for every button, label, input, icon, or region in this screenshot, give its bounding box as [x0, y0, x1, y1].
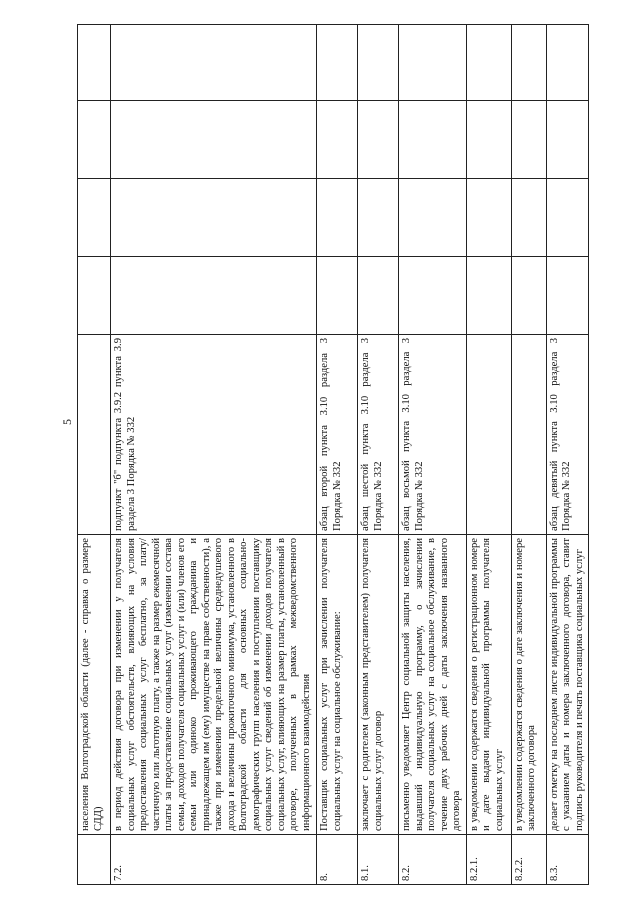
table-row: [466, 25, 511, 885]
answer-cell: [511, 179, 546, 257]
row-description: заключает с родителем (законным представителем) получателя социальных услуг договор: [358, 535, 399, 835]
answer-cell: [399, 25, 467, 101]
answer-cell: [111, 179, 317, 257]
row-legal-basis: [78, 335, 111, 535]
answer-cell: [546, 101, 589, 179]
row-number: 8.1.: [358, 835, 399, 885]
answer-cell: [78, 25, 111, 101]
row-description: делает отметку на последнем листе индивидуальной программы с указанием даты и номера заключенного договора, ставит подпись руководителя и печать поставщика социальных услуг: [546, 535, 589, 835]
answer-cell: [358, 179, 399, 257]
answer-cell: [78, 179, 111, 257]
row-description: письменно уведомляет Центр социальной защиты населения, выдавший индивидуальную программу, о зачислении получателя социальных услуг на социальное обслуживание, в течение двух рабочих дней с даты заключения названного договора: [399, 535, 467, 835]
answer-cell: [546, 179, 589, 257]
row-legal-basis: абзац шестой пункта 3.10 раздела 3 Порядка № 332: [358, 335, 399, 535]
table-row: [511, 25, 546, 885]
table-row: [111, 25, 317, 885]
row-number: 8.3.: [546, 835, 589, 885]
answer-cell: [511, 25, 546, 101]
answer-cell: [466, 257, 511, 335]
row-number: 8.2.1.: [466, 835, 511, 885]
row-legal-basis: подпункт "б" подпункта 3.9.2 пункта 3.9 раздела 3 Порядка № 332: [111, 335, 317, 535]
rotated-table-page: [77, 25, 585, 885]
answer-cell: [317, 179, 358, 257]
answer-cell: [78, 257, 111, 335]
answer-cell: [546, 257, 589, 335]
answer-cell: [317, 25, 358, 101]
answer-cell: [358, 25, 399, 101]
row-legal-basis: абзац восьмой пункта 3.10 раздела 3 Порядка № 332: [399, 335, 467, 535]
row-number: 8.2.: [399, 835, 467, 885]
answer-cell: [511, 101, 546, 179]
answer-cell: [317, 257, 358, 335]
row-number: 8.2.2.: [511, 835, 546, 885]
row-legal-basis: абзац девятый пункта 3.10 раздела 3 Порядка № 332: [546, 335, 589, 535]
answer-cell: [78, 101, 111, 179]
table-row: [546, 25, 589, 885]
requirements-table: [77, 24, 589, 885]
table-row: [78, 25, 111, 885]
answer-cell: [358, 101, 399, 179]
answer-cell: [358, 257, 399, 335]
row-description: в уведомлении содержатся сведения о дате заключения и номере заключенного договора: [511, 535, 546, 835]
row-legal-basis: [511, 335, 546, 535]
answer-cell: [399, 257, 467, 335]
row-legal-basis: [466, 335, 511, 535]
answer-cell: [466, 179, 511, 257]
answer-cell: [399, 101, 467, 179]
row-number: 7.2.: [111, 835, 317, 885]
table-row: [399, 25, 467, 885]
row-description: населения Волгоградской области (далее - справка о размере СДД): [78, 535, 111, 835]
answer-cell: [511, 257, 546, 335]
row-legal-basis: абзац второй пункта 3.10 раздела 3 Порядка № 332: [317, 335, 358, 535]
answer-cell: [111, 25, 317, 101]
answer-cell: [466, 25, 511, 101]
answer-cell: [111, 257, 317, 335]
answer-cell: [546, 25, 589, 101]
answer-cell: [466, 101, 511, 179]
row-description: Поставщик социальных услуг при зачислении получателя социальных услуг на социальное обслуживание:: [317, 535, 358, 835]
row-description: в уведомлении содержатся сведения о регистрационном номере и дате выдачи индивидуальной программы получателя социальных услуг: [466, 535, 511, 835]
page-number: 5: [60, 419, 74, 425]
answer-cell: [111, 101, 317, 179]
row-description: в период действия договора при изменении у получателя социальных услуг обстоятельств, влияющих на условия предоставления социальных услуг бесплатно, за плату/частичную или льготную плату, а также на размер ежемесячной платы за предоставление социальных услуг (изменении состава семьи, доходов получателя социальных услуг и (или) членов его семьи или одиноко проживающего гражданина и принадлежащем им (ему) имуществе на праве собственности), а также при изменении предельной величины среднедушевого дохода и величины прожиточного минимума, установленного в Волгоградской области для основных социально-демографических групп населения и поступлении поставщику социальных услуг сведений об изменении доходов получателя социальных услуг, влияющих на размер платы, установленный в договоре, полученных в рамках межведомственного информационного взаимодействия: [111, 535, 317, 835]
answer-cell: [317, 101, 358, 179]
row-number: [78, 835, 111, 885]
row-number: 8.: [317, 835, 358, 885]
table-row: [317, 25, 358, 885]
table-row: [358, 25, 399, 885]
answer-cell: [399, 179, 467, 257]
